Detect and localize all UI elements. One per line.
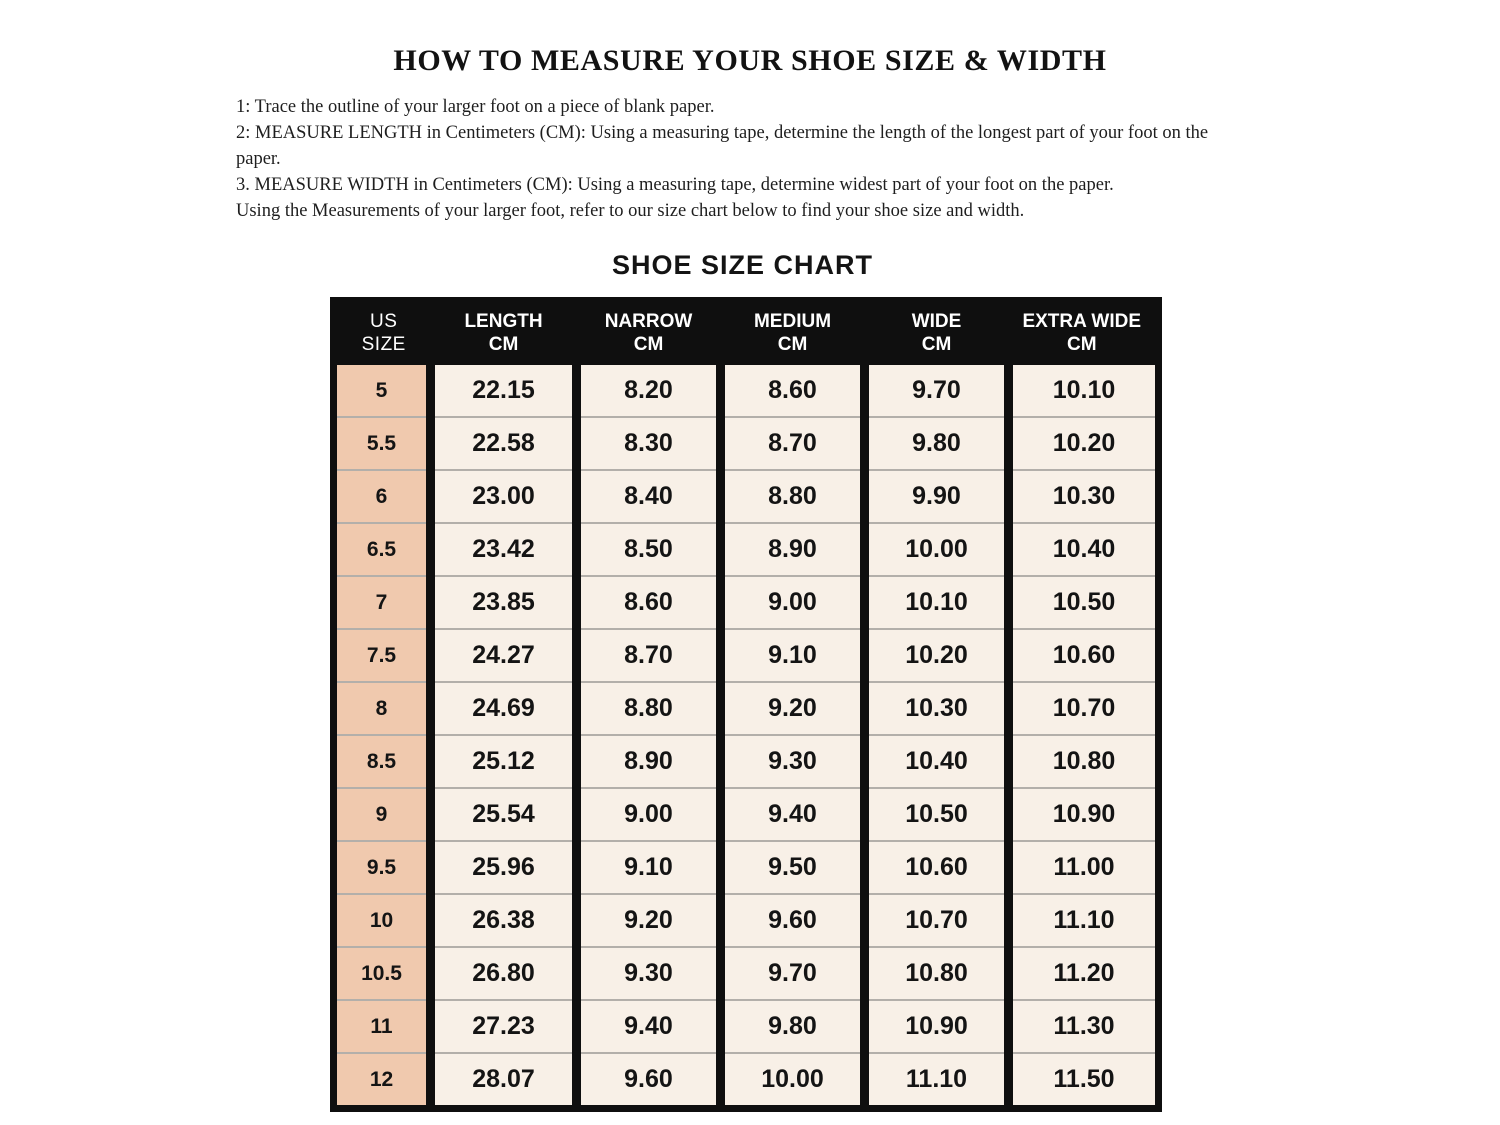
measurement-cell: 9.30: [721, 735, 865, 788]
measurement-cell: 9.30: [577, 947, 721, 1000]
us-size-cell: 12: [334, 1053, 431, 1109]
measurement-cell: 10.50: [1009, 576, 1159, 629]
us-size-cell: 5: [334, 364, 431, 418]
instruction-line: 2: MEASURE LENGTH in Centimeters (CM): Using a measuring tape, determine the length of the longest part of your foot on the paper.: [236, 123, 1209, 169]
us-size-cell: 6.5: [334, 523, 431, 576]
us-size-cell: 10: [334, 894, 431, 947]
table-row: [334, 576, 1159, 629]
measurement-cell: 10.70: [865, 894, 1009, 947]
measurement-cell: 10.40: [865, 735, 1009, 788]
measurement-cell: 8.70: [577, 629, 721, 682]
measurement-cell: 23.00: [431, 470, 577, 523]
instructions: [236, 94, 1221, 224]
table-row: [334, 523, 1159, 576]
us-size-cell: 11: [334, 1000, 431, 1053]
measurement-cell: 8.70: [721, 417, 865, 470]
measurement-cell: 9.60: [577, 1053, 721, 1109]
measurement-cell: 27.23: [431, 1000, 577, 1053]
measurement-cell: 11.50: [1009, 1053, 1159, 1109]
us-size-cell: 6: [334, 470, 431, 523]
measurement-cell: 10.00: [721, 1053, 865, 1109]
measurement-cell: 8.20: [577, 364, 721, 418]
us-size-cell: 7: [334, 576, 431, 629]
measurement-cell: 8.60: [577, 576, 721, 629]
instruction-line: 3. MEASURE WIDTH in Centimeters (CM): Using a measuring tape, determine widest part of your foot on the paper.: [236, 175, 1114, 195]
measurement-cell: 10.10: [865, 576, 1009, 629]
measurement-cell: 9.60: [721, 894, 865, 947]
measurement-cell: 10.30: [865, 682, 1009, 735]
measurement-cell: 9.00: [577, 788, 721, 841]
measurement-cell: 10.20: [1009, 417, 1159, 470]
table-row: [334, 841, 1159, 894]
measurement-cell: 8.60: [721, 364, 865, 418]
measurement-cell: 10.40: [1009, 523, 1159, 576]
measurement-cell: 9.70: [865, 364, 1009, 418]
measurement-cell: 9.70: [721, 947, 865, 1000]
us-size-cell: 9.5: [334, 841, 431, 894]
measurement-cell: 24.69: [431, 682, 577, 735]
measurement-cell: 11.00: [1009, 841, 1159, 894]
measurement-cell: 9.20: [577, 894, 721, 947]
measurement-cell: 8.80: [721, 470, 865, 523]
table-row: [334, 364, 1159, 418]
table-row: [334, 788, 1159, 841]
measurement-cell: 8.90: [721, 523, 865, 576]
instruction-line: Using the Measurements of your larger foot, refer to our size chart below to find your shoe size and width.: [236, 201, 1025, 221]
measurement-cell: 26.38: [431, 894, 577, 947]
shoe-size-table: [330, 297, 1162, 1112]
measurement-cell: 9.00: [721, 576, 865, 629]
measurement-cell: 10.00: [865, 523, 1009, 576]
us-size-cell: 10.5: [334, 947, 431, 1000]
measurement-cell: 23.42: [431, 523, 577, 576]
table-row: [334, 1053, 1159, 1109]
header-cell: NARROW CM: [577, 301, 721, 364]
page-title: HOW TO MEASURE YOUR SHOE SIZE & WIDTH: [393, 44, 1107, 77]
header-cell: EXTRA WIDE CM: [1009, 301, 1159, 364]
header-cell: LENGTH CM: [431, 301, 577, 364]
measurement-cell: 26.80: [431, 947, 577, 1000]
measurement-cell: 23.85: [431, 576, 577, 629]
measurement-cell: 9.40: [577, 1000, 721, 1053]
measurement-cell: 28.07: [431, 1053, 577, 1109]
measurement-cell: 8.40: [577, 470, 721, 523]
measurement-cell: 10.90: [865, 1000, 1009, 1053]
measurement-cell: 10.30: [1009, 470, 1159, 523]
measurement-cell: 11.30: [1009, 1000, 1159, 1053]
us-size-cell: 8: [334, 682, 431, 735]
measurement-cell: 10.60: [865, 841, 1009, 894]
measurement-cell: 10.80: [1009, 735, 1159, 788]
us-size-cell: 8.5: [334, 735, 431, 788]
table-row: [334, 894, 1159, 947]
measurement-cell: 10.70: [1009, 682, 1159, 735]
us-size-cell: 5.5: [334, 417, 431, 470]
measurement-cell: 8.50: [577, 523, 721, 576]
measurement-cell: 9.10: [577, 841, 721, 894]
measurement-cell: 9.80: [721, 1000, 865, 1053]
measurement-cell: 9.10: [721, 629, 865, 682]
table-body: [334, 364, 1159, 1109]
header-cell: WIDE CM: [865, 301, 1009, 364]
measurement-cell: 24.27: [431, 629, 577, 682]
header-cell: US SIZE: [334, 301, 431, 364]
table-header-row: [334, 301, 1159, 364]
us-size-cell: 7.5: [334, 629, 431, 682]
measurement-cell: 8.80: [577, 682, 721, 735]
measurement-cell: 10.50: [865, 788, 1009, 841]
measurement-cell: 11.10: [1009, 894, 1159, 947]
measurement-cell: 9.40: [721, 788, 865, 841]
measurement-cell: 9.80: [865, 417, 1009, 470]
measurement-cell: 8.30: [577, 417, 721, 470]
measurement-cell: 25.96: [431, 841, 577, 894]
table-row: [334, 735, 1159, 788]
measurement-cell: 10.90: [1009, 788, 1159, 841]
instruction-line: 1: Trace the outline of your larger foot on a piece of blank paper.: [236, 97, 715, 117]
measurement-cell: 9.90: [865, 470, 1009, 523]
us-size-cell: 9: [334, 788, 431, 841]
table-row: [334, 470, 1159, 523]
measurement-cell: 11.10: [865, 1053, 1009, 1109]
measurement-cell: 10.10: [1009, 364, 1159, 418]
measurement-cell: 9.20: [721, 682, 865, 735]
header-cell: MEDIUM CM: [721, 301, 865, 364]
measurement-cell: 22.15: [431, 364, 577, 418]
measurement-cell: 10.20: [865, 629, 1009, 682]
measurement-cell: 10.60: [1009, 629, 1159, 682]
table-row: [334, 682, 1159, 735]
measurement-cell: 9.50: [721, 841, 865, 894]
measurement-cell: 8.90: [577, 735, 721, 788]
table-row: [334, 947, 1159, 1000]
measurement-cell: 10.80: [865, 947, 1009, 1000]
table-row: [334, 1000, 1159, 1053]
chart-title: SHOE SIZE CHART: [611, 250, 874, 280]
measurement-cell: 11.20: [1009, 947, 1159, 1000]
measurement-cell: 25.12: [431, 735, 577, 788]
table-row: [334, 417, 1159, 470]
measurement-cell: 22.58: [431, 417, 577, 470]
measurement-cell: 25.54: [431, 788, 577, 841]
table-row: [334, 629, 1159, 682]
